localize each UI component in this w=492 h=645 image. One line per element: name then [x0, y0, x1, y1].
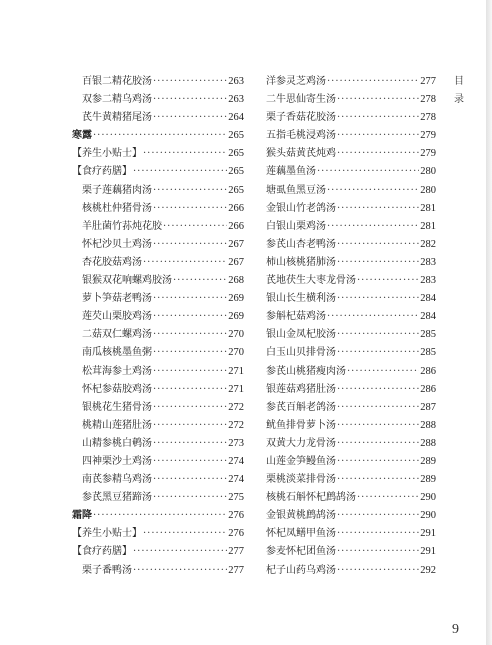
toc-entry-page: 277 — [228, 546, 244, 558]
toc-entry-title: 参芪山桃猪瘦肉汤 — [266, 365, 346, 377]
toc-entry[interactable] — [266, 562, 436, 580]
toc-entry-title: 芪地茯生大枣龙骨汤 — [266, 275, 356, 287]
toc-entry-page: 285 — [420, 329, 436, 341]
toc-dot-leader — [153, 417, 227, 435]
toc-entry-page: 274 — [228, 455, 244, 467]
toc-entry-title: 南芪参精乌鸡汤 — [82, 474, 152, 486]
toc-entry-page: 278 — [420, 112, 436, 124]
toc-entry-page: 279 — [420, 130, 436, 142]
toc-dot-leader — [93, 507, 227, 525]
toc-entry-title: 参芪百斛老鸽汤 — [266, 401, 336, 413]
toc-entry-title: 寒露 — [72, 130, 92, 142]
toc-entry-page: 265 — [228, 184, 244, 196]
toc-entry[interactable] — [72, 182, 244, 200]
toc-dot-leader — [337, 127, 419, 145]
toc-entry-title: 桃精山莲猪肚汤 — [82, 419, 152, 431]
toc-entry-page: 281 — [420, 220, 436, 232]
toc-dot-leader — [337, 417, 419, 435]
toc-entry-title: 银莲菇鸡猪肚汤 — [266, 383, 336, 395]
toc-entry-page: 278 — [420, 94, 436, 106]
toc-entry-page: 277 — [420, 76, 436, 87]
toc-dot-leader — [327, 73, 419, 91]
toc-entry[interactable] — [72, 562, 244, 580]
toc-entry-page: 266 — [228, 220, 244, 232]
toc-entry-title: 银猴双花响螺鸡胶汤 — [82, 275, 172, 287]
toc-entry-page: 284 — [420, 293, 436, 305]
toc-section-heading[interactable] — [72, 507, 244, 525]
toc-entry-title: 山精参桃白鹌汤 — [82, 437, 152, 449]
toc-entry-page: 263 — [228, 76, 244, 87]
toc-side-tab-char: 目 — [454, 76, 464, 87]
toc-entry-title: 山莲金笋鳗鱼汤 — [266, 455, 336, 467]
toc-dot-leader — [337, 507, 419, 525]
toc-entry[interactable] — [266, 399, 436, 417]
toc-dot-leader — [153, 381, 227, 399]
toc-entry[interactable] — [266, 363, 436, 381]
toc-dot-leader — [337, 145, 419, 163]
toc-dot-leader — [143, 145, 227, 163]
toc-dot-leader — [337, 399, 419, 417]
toc-entry-page: 281 — [420, 202, 436, 214]
toc-entry-page: 268 — [228, 275, 244, 287]
toc-entry-page: 269 — [228, 311, 244, 323]
toc-entry-page: 276 — [228, 510, 244, 522]
toc-dot-leader — [337, 290, 419, 308]
toc-dot-leader — [153, 471, 227, 489]
toc-dot-leader — [153, 489, 227, 507]
toc-entry-page: 282 — [420, 238, 436, 250]
toc-dot-leader — [337, 91, 419, 109]
toc-entry-page: 287 — [420, 401, 436, 413]
toc-dot-leader — [153, 435, 227, 453]
toc-entry-page: 286 — [420, 365, 436, 377]
toc-entry-page: 291 — [420, 546, 436, 558]
toc-entry[interactable] — [72, 381, 244, 399]
toc-entry[interactable] — [72, 435, 244, 453]
toc-entry[interactable] — [266, 91, 436, 109]
toc-entry[interactable] — [266, 290, 436, 308]
toc-entry-title: 核桃杜仲猪骨汤 — [82, 202, 152, 214]
toc-entry-page: 265 — [228, 130, 244, 142]
toc-dot-leader — [337, 344, 419, 362]
toc-entry-title: 参芪山杏老鸭汤 — [266, 238, 336, 250]
toc-side-tab — [452, 73, 466, 109]
toc-entry[interactable] — [72, 272, 244, 290]
toc-entry-page: 269 — [228, 293, 244, 305]
toc-entry[interactable] — [72, 489, 244, 507]
toc-entry[interactable] — [266, 272, 436, 290]
toc-entry-title: 金银山竹老鸽汤 — [266, 202, 336, 214]
toc-entry-page: 277 — [228, 564, 244, 576]
toc-dot-leader — [133, 543, 227, 561]
toc-entry-title: 白银山栗鸡汤 — [266, 220, 326, 232]
toc-entry-title: 参斛杞菇鸡汤 — [266, 311, 326, 323]
toc-entry-page: 283 — [420, 256, 436, 268]
toc-entry[interactable] — [266, 489, 436, 507]
toc-dot-leader — [133, 562, 227, 580]
toc-entry[interactable] — [72, 91, 244, 109]
toc-entry[interactable] — [72, 399, 244, 417]
toc-entry-title: 杞子山药乌鸡汤 — [266, 564, 336, 576]
toc-entry[interactable] — [72, 417, 244, 435]
toc-dot-leader — [357, 489, 419, 507]
toc-dot-leader — [143, 525, 227, 543]
toc-entry-page: 271 — [228, 383, 244, 395]
toc-dot-leader — [153, 73, 227, 91]
toc-entry-page: 267 — [228, 238, 244, 250]
toc-dot-leader — [153, 182, 227, 200]
toc-entry[interactable] — [72, 525, 244, 543]
toc-dot-leader — [93, 127, 227, 145]
toc-entry[interactable] — [266, 145, 436, 163]
toc-entry-title: 双参二精乌鸡汤 — [82, 94, 152, 106]
toc-entry[interactable] — [72, 290, 244, 308]
toc-dot-leader — [153, 290, 227, 308]
toc-entry[interactable] — [266, 525, 436, 543]
toc-dot-leader — [337, 236, 419, 254]
toc-entry[interactable] — [72, 326, 244, 344]
toc-entry[interactable] — [266, 344, 436, 362]
toc-dot-leader — [173, 272, 227, 290]
toc-entry[interactable] — [72, 236, 244, 254]
toc-entry-page: 273 — [228, 437, 244, 449]
toc-entry[interactable] — [266, 453, 436, 471]
toc-entry[interactable] — [266, 163, 436, 181]
toc-dot-leader — [143, 254, 227, 272]
toc-entry[interactable] — [72, 453, 244, 471]
toc-entry-title: 松茸海参土鸡汤 — [82, 365, 152, 377]
toc-entry-page: 271 — [228, 365, 244, 377]
toc-dot-leader — [337, 543, 419, 561]
toc-dot-leader — [317, 163, 419, 181]
toc-entry-title: 金银黄桃鹧鸪汤 — [266, 510, 336, 522]
toc-entry[interactable] — [266, 471, 436, 489]
toc-entry[interactable] — [72, 218, 244, 236]
toc-entry-page: 285 — [420, 347, 436, 359]
toc-entry[interactable] — [72, 363, 244, 381]
toc-entry-title: 羊肚菌竹荪炖花胶 — [82, 220, 162, 232]
toc-entry-title: 南瓜核桃墨鱼粥 — [82, 347, 152, 359]
toc-entry-title: 【养生小贴士】 — [72, 528, 142, 540]
toc-dot-leader — [337, 471, 419, 489]
toc-dot-leader — [153, 399, 227, 417]
toc-entry-title: 鱿鱼排骨萝卜汤 — [266, 419, 336, 431]
toc-entry[interactable] — [72, 109, 244, 127]
toc-entry-page: 280 — [420, 184, 436, 196]
toc-dot-leader — [153, 109, 227, 127]
toc-entry-page: 283 — [420, 275, 436, 287]
toc-entry-title: 【养生小贴士】 — [72, 148, 142, 160]
toc-dot-leader — [337, 453, 419, 471]
toc-entry[interactable] — [72, 254, 244, 272]
toc-side-tab-char: 录 — [454, 94, 464, 105]
toc-entry-title: 霜降 — [72, 510, 92, 522]
toc-entry-page: 270 — [228, 347, 244, 359]
toc-dot-leader — [337, 109, 419, 127]
toc-entry[interactable] — [72, 163, 244, 181]
toc-right-column — [266, 73, 436, 580]
toc-entry-page: 290 — [420, 492, 436, 504]
toc-entry[interactable] — [266, 200, 436, 218]
toc-dot-leader — [133, 163, 227, 181]
toc-dot-leader — [153, 453, 227, 471]
toc-dot-leader — [153, 326, 227, 344]
toc-entry-page: 280 — [420, 166, 436, 178]
toc-entry[interactable] — [266, 182, 436, 200]
toc-entry-page: 289 — [420, 474, 436, 486]
toc-entry-title: 白玉山贝排骨汤 — [266, 347, 336, 359]
toc-dot-leader — [337, 254, 419, 272]
toc-dot-leader — [337, 326, 419, 344]
toc-entry-title: 栗子莲藕猪肉汤 — [82, 184, 152, 196]
toc-entry-title: 银山长生横利汤 — [266, 293, 336, 305]
toc-entry[interactable] — [72, 543, 244, 561]
toc-entry-page: 265 — [228, 166, 244, 178]
toc-dot-leader — [327, 308, 419, 326]
toc-entry-title: 栗子香菇花胶汤 — [266, 112, 336, 124]
toc-entry-page: 272 — [228, 401, 244, 413]
toc-entry[interactable] — [266, 507, 436, 525]
toc-dot-leader — [153, 91, 227, 109]
toc-dot-leader — [327, 182, 419, 200]
toc-entry-title: 五指毛桃浸鸡汤 — [266, 130, 336, 142]
toc-section-heading[interactable] — [72, 127, 244, 145]
page-edge-shadow — [486, 0, 492, 645]
toc-dot-leader — [163, 218, 227, 236]
toc-entry-title: 核桃石斛怀杞鹧鸪汤 — [266, 492, 356, 504]
toc-entry-title: 怀杞凤鳝甲鱼汤 — [266, 528, 336, 540]
toc-entry[interactable] — [266, 127, 436, 145]
toc-entry-page: 276 — [228, 528, 244, 540]
toc-entry[interactable] — [266, 543, 436, 561]
toc-entry-title: 塘虱鱼黑豆汤 — [266, 184, 326, 196]
toc-entry-title: 【食疗药膳】 — [72, 546, 132, 558]
toc-entry[interactable] — [266, 435, 436, 453]
toc-dot-leader — [337, 381, 419, 399]
toc-entry-page: 289 — [420, 455, 436, 467]
toc-entry-title: 猴头菇黄芪炖鸡 — [266, 148, 336, 160]
toc-entry-page: 288 — [420, 437, 436, 449]
toc-entry-title: 二菇双仁螺鸡汤 — [82, 329, 152, 341]
toc-entry-page: 263 — [228, 94, 244, 106]
toc-entry-title: 怀杞沙贝土鸡汤 — [82, 238, 152, 250]
toc-entry-title: 四神栗沙土鸡汤 — [82, 455, 152, 467]
toc-entry-title: 银山金凤杞胶汤 — [266, 329, 336, 341]
toc-entry[interactable] — [72, 471, 244, 489]
toc-entry-title: 双黄大力龙骨汤 — [266, 437, 336, 449]
toc-entry[interactable] — [266, 236, 436, 254]
toc-entry[interactable] — [72, 308, 244, 326]
toc-dot-leader — [153, 200, 227, 218]
toc-entry-title: 杏花胶菇鸡汤 — [82, 256, 142, 268]
toc-dot-leader — [153, 236, 227, 254]
toc-entry[interactable] — [266, 254, 436, 272]
toc-dot-leader — [347, 363, 419, 381]
toc-dot-leader — [327, 218, 419, 236]
toc-entry-title: 莲藕墨鱼汤 — [266, 166, 316, 178]
toc-entry-title: 芪牛黄精猪尾汤 — [82, 112, 152, 124]
toc-entry-page: 290 — [420, 510, 436, 522]
toc-entry[interactable] — [72, 344, 244, 362]
toc-entry-title: 参芪黑豆猪蹄汤 — [82, 492, 152, 504]
toc-entry-page: 286 — [420, 383, 436, 395]
toc-left-column — [72, 73, 244, 580]
toc-entry-title: 栗子番鸭汤 — [82, 564, 132, 576]
toc-entry-page: 272 — [228, 419, 244, 431]
toc-entry[interactable] — [266, 326, 436, 344]
toc-entry[interactable] — [72, 145, 244, 163]
toc-entry-title: 洋参灵芝鸡汤 — [266, 76, 326, 87]
toc-entry[interactable] — [266, 109, 436, 127]
toc-entry-page: 270 — [228, 329, 244, 341]
toc-dot-leader — [337, 525, 419, 543]
toc-entry-title: 栗桃淡菜排骨汤 — [266, 474, 336, 486]
toc-dot-leader — [153, 363, 227, 381]
toc-entry-page: 291 — [420, 528, 436, 540]
toc-entry-title: 莲芡山栗胶鸡汤 — [82, 311, 152, 323]
toc-entry-title: 二牛思仙寄生汤 — [266, 94, 336, 106]
toc-dot-leader — [337, 562, 419, 580]
toc-entry[interactable] — [72, 73, 244, 91]
toc-entry-title: 【食疗药膳】 — [72, 166, 132, 178]
toc-entry-title: 萝卜笋菇老鸭汤 — [82, 293, 152, 305]
toc-dot-leader — [153, 344, 227, 362]
toc-entry-page: 274 — [228, 474, 244, 486]
toc-dot-leader — [337, 200, 419, 218]
toc-entry-title: 百银二精花胶汤 — [82, 76, 152, 87]
toc-entry-page: 288 — [420, 419, 436, 431]
toc-entry-page: 265 — [228, 148, 244, 160]
toc-entry-page: 267 — [228, 256, 244, 268]
toc-entry[interactable] — [266, 381, 436, 399]
toc-entry-title: 怀杞参菇胶鸡汤 — [82, 383, 152, 395]
toc-entry-title: 参麦怀杞团鱼汤 — [266, 546, 336, 558]
toc-entry[interactable] — [266, 73, 436, 91]
toc-dot-leader — [337, 435, 419, 453]
toc-entry[interactable] — [266, 417, 436, 435]
toc-entry-page: 292 — [420, 564, 436, 576]
toc-entry-page: 266 — [228, 202, 244, 214]
toc-entry-title: 银桃花生猪骨汤 — [82, 401, 152, 413]
toc-dot-leader — [153, 308, 227, 326]
toc-entry[interactable] — [72, 200, 244, 218]
toc-entry-page: 279 — [420, 148, 436, 160]
toc-entry-page: 284 — [420, 311, 436, 323]
toc-entry-page: 264 — [228, 112, 244, 124]
toc-entry-title: 柿山核桃猪肺汤 — [266, 256, 336, 268]
page-number: 9 — [452, 622, 459, 637]
toc-entry[interactable] — [266, 218, 436, 236]
toc-dot-leader — [357, 272, 419, 290]
toc-entry[interactable] — [266, 308, 436, 326]
toc-entry-page: 275 — [228, 492, 244, 504]
